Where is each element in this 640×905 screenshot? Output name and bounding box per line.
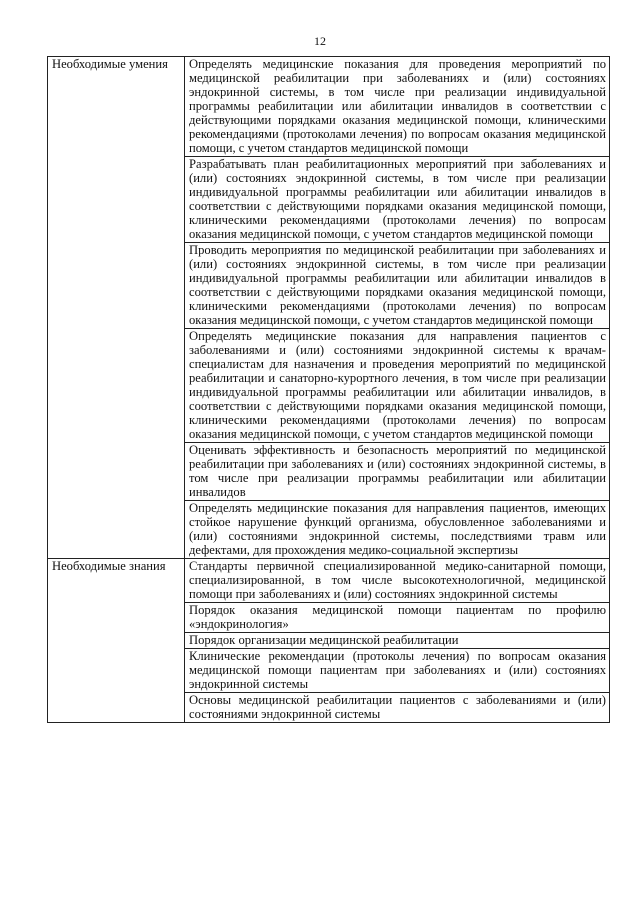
knowledge-item: Основы медицинской реабилитации пациентов с заболеваниями и (или) состояниями эндокринной системы xyxy=(185,693,610,723)
table-row xyxy=(48,57,610,157)
knowledge-item: Порядок оказания медицинской помощи пациентам по профилю «эндокринология» xyxy=(185,603,610,633)
skills-item: Определять медицинские показания для направления пациентов, имеющих стойкое нарушение функций организма, обусловленное заболеваниями и (или) состояниями эндокринной системы, последствиями травм или дефектами, для прохождения медико-социальной экспертизы xyxy=(185,501,610,559)
skills-item: Определять медицинские показания для направления пациентов с заболеваниями и (или) состояниями эндокринной системы к врачам-специалистам для назначения и проведения мероприятий по медицинской реабилитации и санаторно-курортного лечения, в том числе при реализации индивидуальной программы реабилитации или абилитации инвалидов, в соответствии с действующими порядками оказания медицинской помощи, клиническими рекомендациями (протоколами лечения) по вопросам оказания медицинской помощи, с учетом стандартов медицинской помощи xyxy=(185,329,610,443)
knowledge-item: Стандарты первичной специализированной медико-санитарной помощи, специализированной, в том числе высокотехнологичной, медицинской помощи при заболеваниях и (или) состояниях эндокринной системы xyxy=(185,559,610,603)
requirements-table xyxy=(47,56,610,723)
page-number: 12 xyxy=(314,34,326,48)
skills-item: Оценивать эффективность и безопасность мероприятий по медицинской реабилитации при заболеваниях и (или) состояниях эндокринной системы, в том числе при реализации программы реабилитации или абилитации инвалидов xyxy=(185,443,610,501)
table-row xyxy=(48,559,610,603)
knowledge-item: Порядок организации медицинской реабилитации xyxy=(185,633,610,649)
skills-item: Определять медицинские показания для проведения мероприятий по медицинской реабилитации при заболеваниях и (или) состояниях эндокринной системы, в том числе при реализации индивидуальной программы реабилитации или абилитации инвалидов в соответствии с действующими порядками оказания медицинской помощи, клиническими рекомендациями (протоколами лечения) по вопросам оказания медицинской помощи, с учетом стандартов медицинской помощи xyxy=(185,57,610,157)
skills-item: Разрабатывать план реабилитационных мероприятий при заболеваниях и (или) состояниях эндокринной системы, в том числе при реализации индивидуальной программы реабилитации или абилитации инвалидов в соответствии с действующими порядками оказания медицинской помощи, клиническими рекомендациями (протоколами лечения) по вопросам оказания медицинской помощи, с учетом стандартов медицинской помощи xyxy=(185,157,610,243)
section-label-skills: Необходимые умения xyxy=(48,57,185,559)
skills-item: Проводить мероприятия по медицинской реабилитации при заболеваниях и (или) состояниях эндокринной системы, в том числе при реализации индивидуальной программы реабилитации или абилитации инвалидов в соответствии с действующими порядками оказания медицинской помощи, клиническими рекомендациями (протоколами лечения) по вопросам оказания медицинской помощи, с учетом стандартов медицинской помощи xyxy=(185,243,610,329)
knowledge-item: Клинические рекомендации (протоколы лечения) по вопросам оказания медицинской помощи пациентам при заболеваниях и (или) состояниях эндокринной системы xyxy=(185,649,610,693)
section-label-knowledge: Необходимые знания xyxy=(48,559,185,723)
